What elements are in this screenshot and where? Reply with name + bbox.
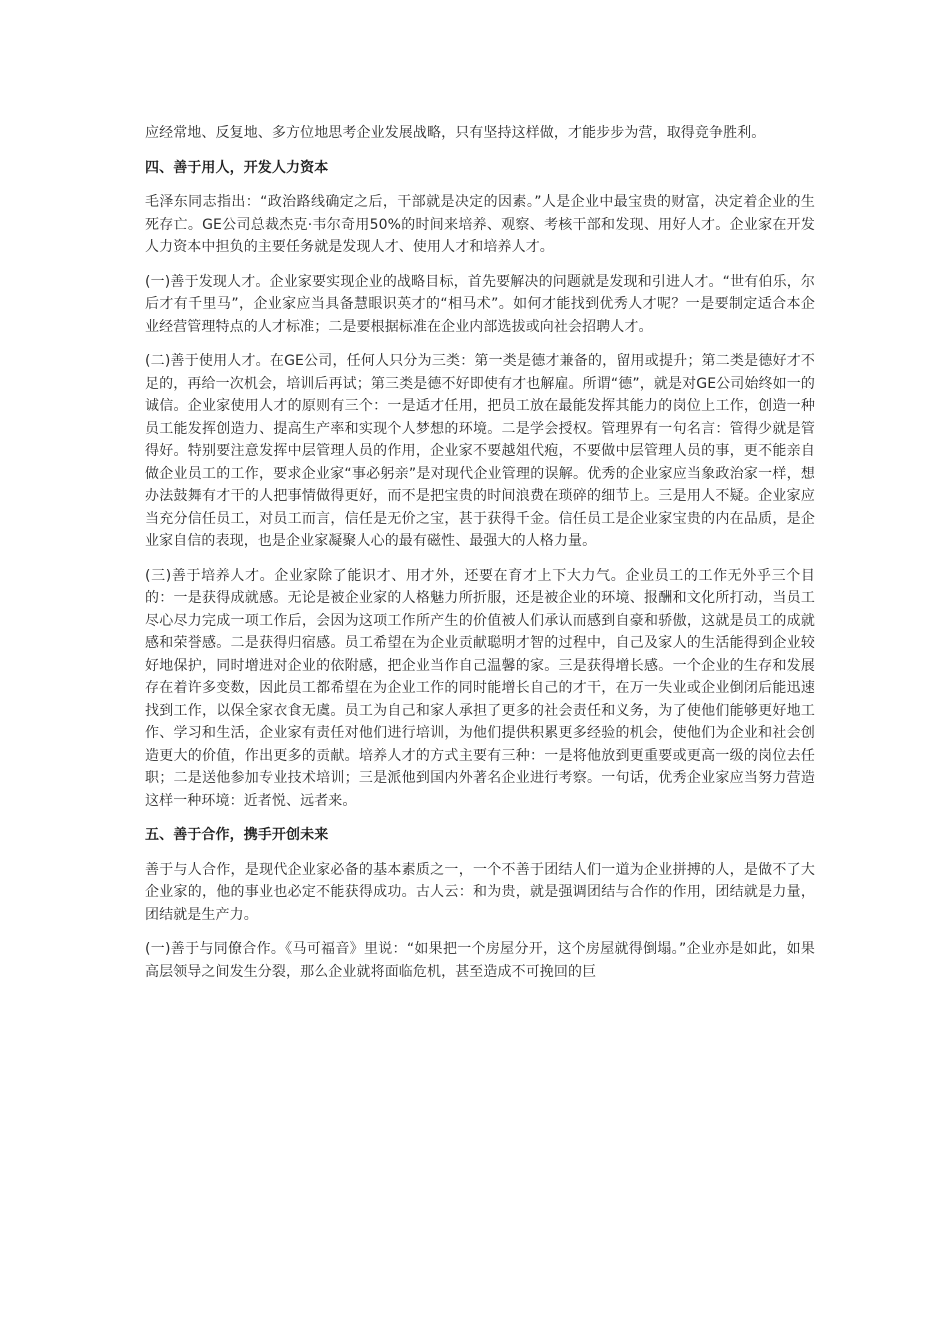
paragraph-section-4: 毛泽东同志指出：“政治路线确定之后，干部就是决定的因素。”人是企业中最宝贵的财富，决定着企业的生死存亡。GE公司总裁杰克·韦尔奇用50%的时间来培养、观察、考核干部和发现、用好人才。企业家在开发人力资本中担负的主要任务就是发现人才、使用人才和培养人才。: [145, 194, 815, 255]
paragraph-cooperate-colleagues: (一)善于与同僚合作。《马可福音》里说：“如果把一个房屋分开，这个房屋就得倒塌。”企业亦是如此，如果高层领导之间发生分裂，那么企业就将面临危机，甚至造成不可挽回的巨: [145, 941, 815, 980]
paragraph-section-5: 善于与人合作，是现代企业家必备的基本素质之一，一个不善于团结人们一道为企业拼搏的人，是做不了大企业家的，他的事业也必定不能获得成功。古人云：和为贵，就是强调团结与合作的作用，团结就是力量，团结就是生产力。: [145, 861, 815, 923]
paragraph-intro: 应经常地、反复地、多方位地思考企业发展战略，只有坚持这样做，才能步步为营，取得竞争胜利。: [145, 125, 766, 141]
paragraph-discover-talent: (一)善于发现人才。企业家要实现企业的战略目标，首先要解决的问题就是发现和引进人才。“世有伯乐，尔后才有千里马”，企业家应当具备慧眼识英才的“相马术”。如何才能找到优秀人才呢？一是要制定适合本企业经营管理特点的人才标准；二是要根据标准在企业内部选拔或向社会招聘人才。: [145, 273, 815, 335]
paragraph-use-talent: (二)善于使用人才。在GE公司，任何人只分为三类：第一类是德才兼备的，留用或提升；第二类是德好才不足的，再给一次机会，培训后再试；第三类是德不好即使有才也解雇。所谓“德”，就是对GE公司始终如一的诚信。企业家使用人才的原则有三个：一是适才任用，把员工放在最能发挥其能力的岗位上工作，创造一种员工能发挥创造力、提高生产率和实现个人梦想的环境。二是学会授权。管理界有一句名言：管得少就是管得好。特别要注意发挥中层管理人员的作用，企业家不要越俎代疱，不要做中层管理人员的事，更不能亲自做企业员工的工作，要求企业家“事必躬亲”是对现代企业管理的误解。优秀的企业家应当象政治家一样，想办法鼓舞有才干的人把事情做得更好，而不是把宝贵的时间浪费在琐碎的细节上。三是用人不疑。企业家应当充分信任员工，对员工而言，信任是无价之宝，甚于获得千金。信任员工是企业家宝贵的内在品质，是企业家自信的表现，也是企业家凝聚人心的最有磁性、最强大的人格力量。: [145, 353, 815, 549]
paragraph-train-talent: (三)善于培养人才。企业家除了能识才、用才外，还要在育才上下大力气。企业员工的工作无外乎三个目的：一是获得成就感。无论是被企业家的人格魅力所折服，还是被企业的环境、报酬和文化所打动，当员工尽心尽力完成一项工作后，会因为这项工作所产生的价值被人们承认而感到自豪和骄傲，这就是员工的成就感和荣誉感。二是获得归宿感。员工希望在为企业贡献聪明才智的过程中，自己及家人的生活能得到企业较好地保护，同时增进对企业的依附感，把企业当作自己温馨的家。三是获得增长感。一个企业的生存和发展存在着许多变数，因此员工都希望在为企业工作的同时能增长自己的才干，在万一失业或企业倒闭后能迅速找到工作，以保全家衣食无虞。员工为自己和家人承担了更多的社会责任和义务，为了使他们能够更好地工作、学习和生活，企业家有责任对他们进行培训，为他们提供积累更多经验的机会，使他们为企业和社会创造更大的价值，作出更多的贡献。培养人才的方式主要有三种：一是将他放到更重要或更高一级的岗位去任职；二是送他参加专业技术培训；三是派他到国内外著名企业进行考察。一句话，优秀企业家应当努力营造这样一种环境：近者悦、远者来。: [145, 567, 815, 809]
document-body: [145, 122, 815, 995]
section-heading-4: 四、善于用人，开发人力资本: [145, 159, 329, 176]
section-heading-5: 五、善于合作，携手开创未来: [145, 827, 329, 843]
